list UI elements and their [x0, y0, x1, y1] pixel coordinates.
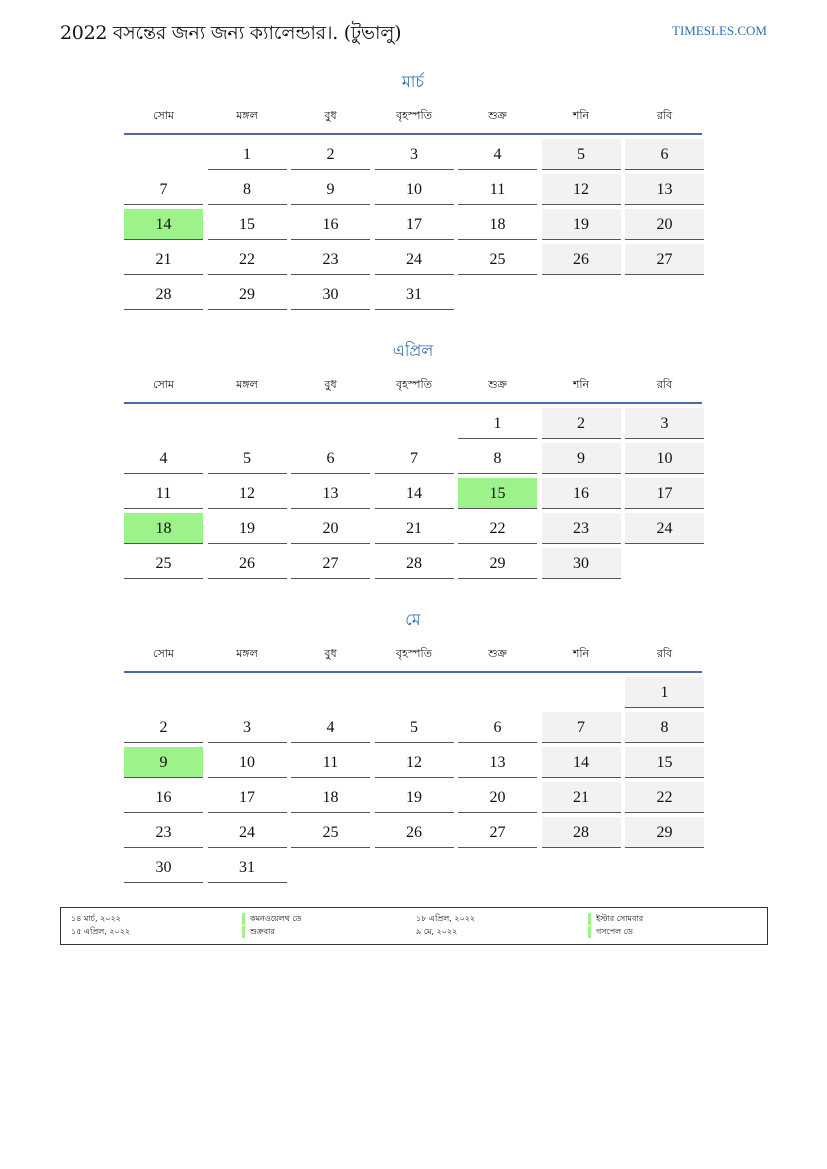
day-cell[interactable]: 18 — [458, 209, 537, 240]
day-cell[interactable]: 20 — [458, 782, 537, 813]
day-cell[interactable]: 20 — [291, 513, 370, 544]
day-cell[interactable]: 24 — [208, 817, 287, 848]
day-cell[interactable]: 21 — [124, 244, 203, 275]
day-cell[interactable]: 14 — [124, 209, 203, 240]
day-cell[interactable]: 1 — [458, 408, 537, 439]
weekday-label: মঙ্গল — [236, 109, 258, 122]
weekday-label: বুধ — [324, 378, 337, 391]
weekday-label: শুক্র — [488, 378, 507, 391]
day-cell[interactable]: 8 — [458, 443, 537, 474]
day-cell[interactable]: 30 — [291, 279, 370, 310]
month-name: মে — [405, 610, 421, 629]
weekday-label: বৃহস্পতি — [396, 378, 432, 391]
day-cell[interactable]: 7 — [124, 174, 203, 205]
day-cell[interactable]: 7 — [375, 443, 454, 474]
legend-name: কমনওয়েলথ ডে — [242, 913, 301, 925]
day-grid — [124, 677, 704, 883]
day-cell[interactable]: 14 — [375, 478, 454, 509]
weekday-label: শনি — [572, 647, 590, 660]
page-title: 2022 বসন্তের জন্য জন্য ক্যালেন্ডার।. (টুভালু) — [60, 22, 402, 44]
empty-day-cell — [542, 279, 621, 309]
day-cell[interactable]: 31 — [375, 279, 454, 310]
month-section — [122, 70, 704, 310]
legend-name: গসপেল ডে — [588, 926, 633, 938]
day-cell[interactable]: 19 — [375, 782, 454, 813]
month-section — [122, 339, 704, 579]
day-cell[interactable]: 30 — [124, 852, 203, 883]
day-cell[interactable]: 1 — [208, 139, 287, 170]
day-cell[interactable]: 25 — [124, 548, 203, 579]
day-cell[interactable]: 13 — [291, 478, 370, 509]
day-cell[interactable]: 6 — [458, 712, 537, 743]
day-cell[interactable]: 15 — [208, 209, 287, 240]
day-cell[interactable]: 9 — [542, 443, 621, 474]
day-cell[interactable]: 11 — [458, 174, 537, 205]
legend-date: ১৮ এপ্রিল, ২০২২ — [416, 914, 476, 923]
day-cell[interactable]: 16 — [542, 478, 621, 509]
day-cell[interactable]: 12 — [375, 747, 454, 778]
day-cell[interactable]: 12 — [542, 174, 621, 205]
site-link[interactable]: TIMESLES.COM — [672, 23, 767, 38]
empty-day-cell — [458, 677, 537, 707]
weekday-label: রবি — [656, 647, 673, 660]
day-cell[interactable]: 5 — [208, 443, 287, 474]
weekday-label: বৃহস্পতি — [396, 109, 432, 122]
day-cell[interactable]: 25 — [458, 244, 537, 275]
empty-day-cell — [375, 852, 454, 882]
day-cell[interactable]: 15 — [625, 747, 704, 778]
day-cell[interactable]: 10 — [375, 174, 454, 205]
weekday-label: রবি — [656, 378, 673, 391]
weekday-header — [124, 104, 704, 128]
weekday-label: বুধ — [324, 647, 337, 660]
legend-name: ইস্টার সোমবার — [588, 913, 643, 925]
day-cell[interactable]: 18 — [291, 782, 370, 813]
empty-day-cell — [291, 677, 370, 707]
day-cell[interactable]: 28 — [542, 817, 621, 848]
day-cell[interactable]: 17 — [208, 782, 287, 813]
header-rule — [124, 402, 702, 404]
day-cell[interactable]: 24 — [375, 244, 454, 275]
day-cell[interactable]: 22 — [625, 782, 704, 813]
weekday-label: মঙ্গল — [236, 647, 258, 660]
empty-day-cell — [291, 852, 370, 882]
legend-date: ৯ মে, ২০২২ — [416, 927, 458, 936]
day-cell[interactable]: 3 — [208, 712, 287, 743]
day-cell[interactable]: 5 — [542, 139, 621, 170]
empty-day-cell — [625, 852, 704, 882]
day-cell[interactable]: 22 — [208, 244, 287, 275]
empty-day-cell — [542, 852, 621, 882]
day-cell[interactable]: 6 — [625, 139, 704, 170]
day-cell[interactable]: 17 — [625, 478, 704, 509]
empty-day-cell — [208, 677, 287, 707]
empty-day-cell — [458, 279, 537, 309]
day-cell[interactable]: 31 — [208, 852, 287, 883]
day-cell[interactable]: 26 — [542, 244, 621, 275]
day-cell[interactable]: 26 — [208, 548, 287, 579]
day-cell[interactable]: 27 — [458, 817, 537, 848]
weekday-label: শুক্র — [488, 647, 507, 660]
day-cell[interactable]: 19 — [542, 209, 621, 240]
day-cell[interactable]: 7 — [542, 712, 621, 743]
day-cell[interactable]: 16 — [124, 782, 203, 813]
legend-date: ১৫ এপ্রিল, ২০২২ — [71, 927, 131, 936]
empty-day-cell — [291, 408, 370, 438]
day-cell[interactable]: 9 — [291, 174, 370, 205]
day-cell[interactable]: 29 — [458, 548, 537, 579]
weekday-header — [124, 642, 704, 666]
day-cell[interactable]: 2 — [542, 408, 621, 439]
month-name: মার্চ — [401, 72, 425, 91]
day-cell[interactable]: 3 — [625, 408, 704, 439]
weekday-label: সোম — [152, 378, 175, 391]
day-cell[interactable]: 18 — [124, 513, 203, 544]
day-cell[interactable]: 8 — [625, 712, 704, 743]
weekday-label: বৃহস্পতি — [396, 647, 432, 660]
day-cell[interactable]: 17 — [375, 209, 454, 240]
weekday-label: শনি — [572, 109, 590, 122]
empty-day-cell — [124, 677, 203, 707]
weekday-header — [124, 373, 704, 397]
day-cell[interactable]: 23 — [124, 817, 203, 848]
day-cell[interactable]: 1 — [625, 677, 704, 708]
day-cell[interactable]: 14 — [542, 747, 621, 778]
empty-day-cell — [458, 852, 537, 882]
header-rule — [124, 671, 702, 673]
day-cell[interactable]: 24 — [625, 513, 704, 544]
day-cell[interactable]: 30 — [542, 548, 621, 579]
day-cell[interactable]: 5 — [375, 712, 454, 743]
empty-day-cell — [625, 548, 704, 578]
day-cell[interactable]: 11 — [291, 747, 370, 778]
day-cell[interactable]: 28 — [375, 548, 454, 579]
day-cell[interactable]: 4 — [124, 443, 203, 474]
day-cell[interactable]: 13 — [458, 747, 537, 778]
day-cell[interactable]: 28 — [124, 279, 203, 310]
day-cell[interactable]: 11 — [124, 478, 203, 509]
day-cell[interactable]: 12 — [208, 478, 287, 509]
day-cell[interactable]: 23 — [542, 513, 621, 544]
empty-day-cell — [124, 408, 203, 438]
day-cell[interactable]: 29 — [625, 817, 704, 848]
day-cell[interactable]: 3 — [375, 139, 454, 170]
weekday-label: সোম — [152, 109, 175, 122]
month-section — [122, 608, 704, 883]
day-grid — [124, 408, 704, 579]
day-cell[interactable]: 15 — [458, 478, 537, 509]
legend-name: শুক্রবার — [242, 926, 275, 938]
day-cell[interactable]: 27 — [625, 244, 704, 275]
weekday-label: বুধ — [324, 109, 337, 122]
day-cell[interactable]: 8 — [208, 174, 287, 205]
weekday-label: সোম — [152, 647, 175, 660]
day-cell[interactable]: 6 — [291, 443, 370, 474]
day-cell[interactable]: 21 — [375, 513, 454, 544]
day-cell[interactable]: 13 — [625, 174, 704, 205]
day-cell[interactable]: 4 — [291, 712, 370, 743]
day-cell[interactable]: 10 — [625, 443, 704, 474]
empty-day-cell — [625, 279, 704, 309]
empty-day-cell — [375, 677, 454, 707]
day-cell[interactable]: 2 — [291, 139, 370, 170]
weekday-label: রবি — [656, 109, 673, 122]
day-cell[interactable]: 4 — [458, 139, 537, 170]
weekday-label: শনি — [572, 378, 590, 391]
legend-date: ১৪ মার্চ, ২০২২ — [71, 914, 121, 923]
empty-day-cell — [124, 139, 203, 169]
weekday-label: মঙ্গল — [236, 378, 258, 391]
day-cell[interactable]: 29 — [208, 279, 287, 310]
holiday-legend — [60, 907, 768, 945]
month-name: এপ্রিল — [392, 341, 434, 360]
day-cell[interactable]: 20 — [625, 209, 704, 240]
day-cell[interactable]: 25 — [291, 817, 370, 848]
empty-day-cell — [542, 677, 621, 707]
day-cell[interactable]: 27 — [291, 548, 370, 579]
day-cell[interactable]: 10 — [208, 747, 287, 778]
header-rule — [124, 133, 702, 135]
empty-day-cell — [375, 408, 454, 438]
day-cell[interactable]: 2 — [124, 712, 203, 743]
weekday-label: শুক্র — [488, 109, 507, 122]
day-cell[interactable]: 16 — [291, 209, 370, 240]
day-cell[interactable]: 19 — [208, 513, 287, 544]
day-cell[interactable]: 23 — [291, 244, 370, 275]
day-cell[interactable]: 9 — [124, 747, 203, 778]
day-cell[interactable]: 21 — [542, 782, 621, 813]
empty-day-cell — [208, 408, 287, 438]
day-grid — [124, 139, 704, 310]
day-cell[interactable]: 22 — [458, 513, 537, 544]
day-cell[interactable]: 26 — [375, 817, 454, 848]
